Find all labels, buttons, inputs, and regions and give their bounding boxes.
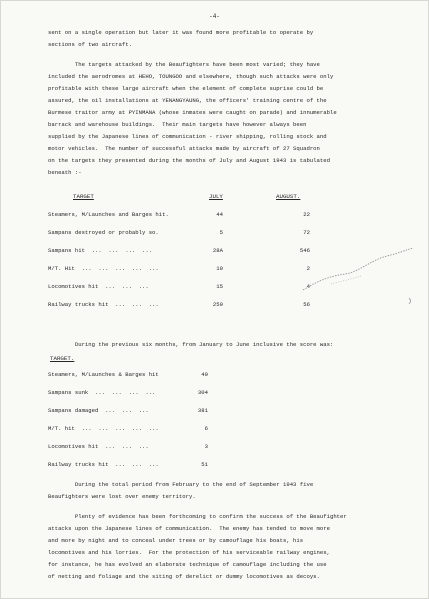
row-august: 546 — [299, 247, 310, 254]
row-july: 15 — [216, 283, 223, 290]
targets-line-2: included the aerodromes at HEHO, TOUNGOO and elsewhere, though such attacks were only — [48, 73, 334, 80]
row-label: Sampans hit ... ... ... ... — [48, 247, 153, 254]
handwritten-scribble-mark — [301, 246, 421, 326]
row-value: 6 — [204, 425, 208, 432]
evidence-line-5: for instance, he has evolved an elaborate technique of camouflage including the use — [48, 561, 327, 568]
row-label: M/T. hit ... ... ... ... ... — [48, 425, 159, 432]
targets-line-8: motor vehicles. The number of successful attacks made by aircraft of 27 Squadron — [48, 145, 320, 152]
row-label: Sampans sunk ... ... ... ... — [48, 389, 156, 396]
row-label: Railway trucks hit ... ... ... — [48, 301, 159, 308]
row-label: Railway trucks hit ... ... ... — [48, 461, 159, 468]
row-july: 259 — [212, 301, 223, 308]
row-value: 51 — [201, 461, 208, 468]
evidence-line-3: and more by night and to conceal under trees or by camouflage his boats, his — [48, 537, 304, 544]
table2-row — [48, 387, 408, 398]
evidence-line-6: of netting and foliage and the siting of derelict or dummy locomotives as decoys. — [48, 573, 320, 580]
table1-header-target: TARGET — [73, 193, 94, 200]
row-value: 381 — [197, 407, 208, 414]
table1-header-august: AUGUST. — [276, 193, 301, 200]
losses-line-2: Beaufighters were lost over enemy territory. — [48, 493, 196, 500]
row-august: 4 — [306, 283, 310, 290]
row-label: Sampans destroyed or probably so. — [48, 229, 159, 236]
evidence-line-1: Plenty of evidence has been forthcoming to confirm the success of the Beaufighter — [48, 513, 347, 520]
row-label: Locomotives hit ... ... ... — [48, 443, 149, 450]
table2-row — [48, 423, 408, 434]
intro-line-1: sent on a single operation but later it was found more profitable to operate by — [48, 29, 314, 36]
table1-row — [48, 227, 408, 238]
table2-header-target: TARGET. — [50, 355, 75, 362]
targets-line-3: profitable with these large aircraft when the element of complete suprise could be — [48, 85, 324, 92]
evidence-line-4: locomotives and his lorries. For the protection of his serviceable railway engines, — [48, 549, 330, 556]
row-label: M/T. Hit ... ... ... ... ... — [48, 265, 159, 272]
row-value: 3 — [204, 443, 208, 450]
targets-line-10: beneath :- — [48, 169, 82, 176]
table2-row — [48, 459, 408, 470]
table2-row — [48, 405, 408, 416]
targets-line-9: on the targets they presented during the months of July and August 1943 is tabulated — [48, 157, 330, 164]
targets-line-5: Burmese traitor army at PYINMANA (whose inmates were caught on parade) and innumerable — [48, 109, 337, 116]
targets-line-1: The targets attacked by the Beaufighters have been most varied; they have — [48, 61, 320, 68]
table1-header-july: JULY — [209, 193, 223, 200]
targets-line-7: supplied by the Japanese lines of communication - river shipping, rolling stock and — [48, 133, 327, 140]
row-august: 2 — [306, 265, 310, 272]
row-july: 44 — [216, 211, 223, 218]
table2-row — [48, 441, 408, 452]
six-months-line: During the previous six months, from January to June inclusive the score was: — [48, 341, 334, 348]
row-july: 5 — [219, 229, 223, 236]
table1-row — [48, 209, 408, 220]
row-label: Steamers, M/Launches and Barges hit. — [48, 211, 169, 218]
evidence-line-2: attacks upon the Japanese lines of communication. The enemy has tended to move more — [48, 525, 330, 532]
row-label: Locomotives hit ... ... ... — [48, 283, 149, 290]
row-value: 304 — [197, 389, 208, 396]
row-label: Sampans damaged ... ... ... — [48, 407, 149, 414]
row-value: 40 — [201, 371, 208, 378]
row-august: 56 — [303, 301, 310, 308]
row-august: 22 — [303, 211, 310, 218]
table2-row — [48, 369, 408, 380]
targets-line-4: assured, the oil installations at YENANGYAUNG, the officers' training centre of the — [48, 97, 327, 104]
row-august: 72 — [303, 229, 310, 236]
row-label: Steamers, M/Launches & Barges hit — [48, 371, 159, 378]
page-number: -4- — [209, 13, 220, 20]
row-july: 10 — [216, 265, 223, 272]
intro-line-2: sections of two aircraft. — [48, 41, 132, 48]
row-july: 28A — [212, 247, 223, 254]
targets-line-6: barrack and warehouse buildings. Their main targets have however always been — [48, 121, 307, 128]
losses-line-1: During the total period from February to the end of September 1943 five — [48, 481, 314, 488]
